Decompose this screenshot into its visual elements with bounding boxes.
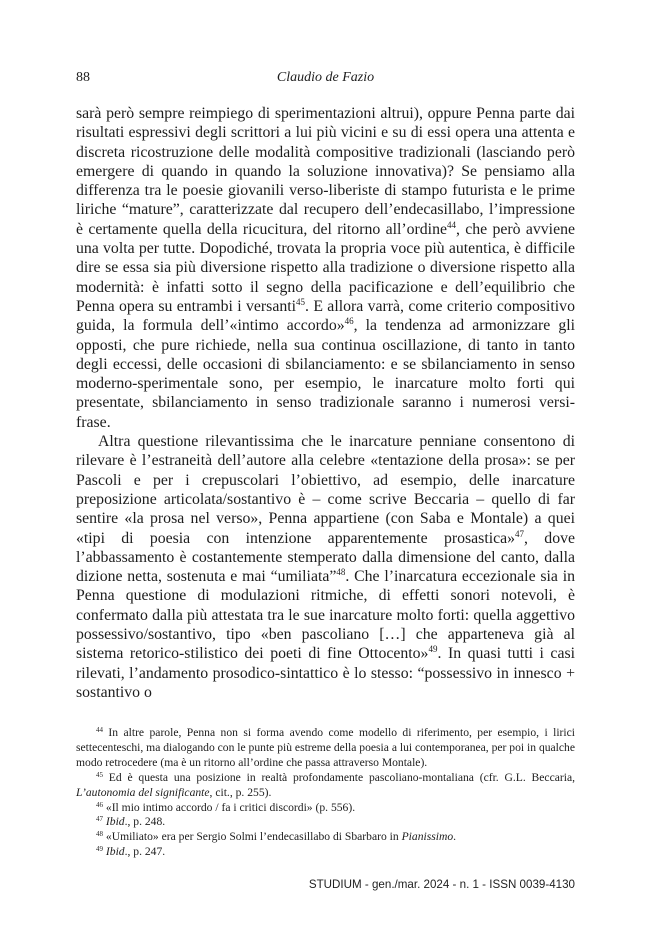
footnote-ref-44: 44 [446,219,456,230]
body-text [76,104,575,702]
footnote-ref-45: 45 [96,770,103,779]
footnote-ref-44: 44 [96,726,103,734]
footnote-48: $^{48}$ «Umiliato» era per Sergio Solmi l’endecasillabo di Sbarbaro in Pianissimo. [96,830,457,844]
italic-title: L’autonomia del significante [76,785,210,799]
page-number: 88 [76,70,90,85]
footnote-46: $^{46}$ «Il mio intimo accordo / fa i critici discordi» (p. 556). [96,800,356,814]
footnote-44: $^{44}$ In altre parole, Penna non si forma avendo come modello di riferimento, per esempio, i lirici settecenteschi, ma dialogando con le punte più estreme della poesia a lui contemporanea, per poi in qualche modo retrocedere (ma è un ritorno all’ordine che passa attraverso Montale). [76,726,575,769]
footnote-ref-46: 46 [96,800,103,809]
footnote-ref-48: 48 [336,567,346,578]
footnotes [76,726,575,860]
paragraph-1: sarà però sempre reimpiego di sperimentazioni altrui), oppure Penna parte dai risultati espressivi degli scrittori a lui più vicini e su di essi opera una attenta e discreta ricostruzione delle modalità compositive tradizionali (lasciando però emergere di quando in quando la soluzione innovativa)? Se pensiamo alla differenza tra le poesie giovanili verso-liberiste di stampo futurista e le prime liriche “mature”, caratterizzate dal recupero dell’endecasillabo, l’impressione è certamente quella della ricucitura, del ritorno all’ordine$^{44}$, che però avviene una volta per tutte. Dopodiché, trovata la propria voce più autentica, è difficile dire se essa sia più diversione rispetto alla tradizione o diversione rispetto alla modernità: è infatti sotto il segno della pacificazione e dell’equilibrio che Penna opera su entrambi i versanti$^{45}$. E allora varrà, come criterio compositivo guida, la formula dell’«intimo accordo»$^{46}$, la tendenza ad armonizzare gli opposti, che pure richiede, nella sua continua oscillazione, di tanto in tanto degli eccessi, delle occasioni di sbilanciamento: e se sbilanciamento in senso moderno-sperimentale sono, per esempio, le inarcature molto forti qui presentate, sbilanciamento in senso tradizionale saranno i numerosi versi-frase. [76,105,575,431]
italic-title: Ibid [105,845,125,859]
running-head-author: Claudio de Fazio [276,70,375,85]
footnote-ref-49: 49 [96,845,103,854]
footnote-ref-49: 49 [428,644,438,655]
italic-title: Pianissimo [401,830,454,844]
page-header [76,70,575,90]
footnote-47: $^{47}$ Ibid., p. 248. [96,815,166,829]
footnote-ref-48: 48 [96,830,103,839]
footnote-45: $^{45}$ Ed è questa una posizione in realtà profondamente pascoliano-montaliana (cfr. G.L. Beccaria, L’autonomia del significante, cit., p. 255). [76,770,575,799]
footnote-ref-47: 47 [515,528,525,539]
footnote-ref-46: 46 [344,316,354,327]
italic-title: Ibid [105,815,125,829]
footnote-ref-47: 47 [96,815,103,824]
paragraph-2: Altra questione rilevantissima che le inarcature penniane consentono di rilevare è l’estraneità dell’autore alla celebre «tentazione della prosa»: se per Pascoli e per i crepuscolari l’obiettivo, ad esempio, delle inarcature preposizione articolata/sostantivo è – come scrive Beccaria – quello di far sentire «la prosa nel verso», Penna appartiene (con Saba e Montale) a quei «tipi di poesia con intenzione apparentemente prosastica»$^{47}$, dove l’abbassamento è costantemente stemperato dalla dimensione del canto, dalla dizione netta, sostenuta e mai “umiliata”$^{48}$. Che l’inarcatura eccezionale sia in Penna questione di modulazioni ritmiche, di effetti sonori notevoli, è confermato dalla più attestata tra le sue inarcature molto forti: quella aggettivo possessivo/sostantivo, tipo «ben pascoliano […] che apparteneva già al sistema retorico-stilistico dei poeti di fine Ottocento»$^{49}$. In quasi tutti i casi rilevati, l’andamento prosodico-sintattico è lo stesso: “possessivo in innesco + sostantivo o [76,433,576,701]
journal-footer: STUDIUM - gen./mar. 2024 - n. 1 - ISSN 0039-4130 [308,878,575,891]
footnote-49: $^{49}$ Ibid., p. 247. [96,845,166,859]
footnote-ref-45: 45 [296,296,306,307]
